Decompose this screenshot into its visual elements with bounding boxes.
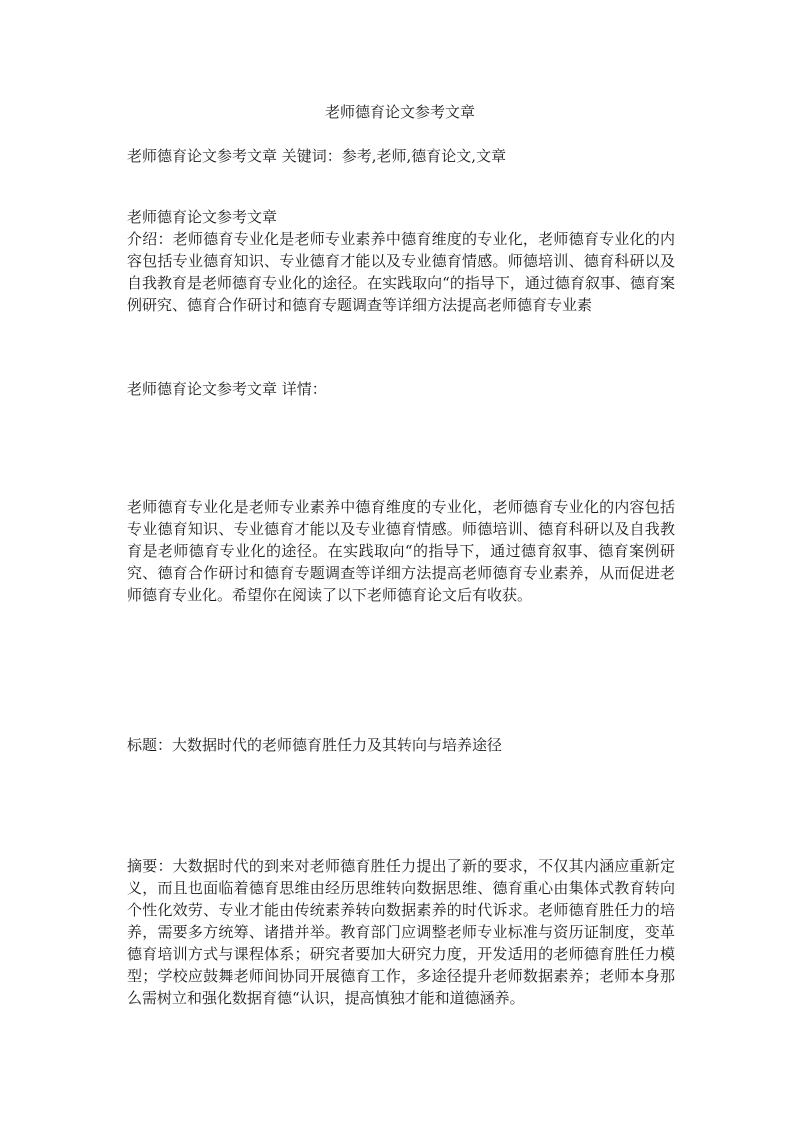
document-title: 老师德育论文参考文章	[324, 103, 475, 121]
intro-title: 老师德育论文参考文章	[127, 208, 278, 226]
article-heading: 标题：大数据时代的老师德育胜任力及其转向与培养途径	[127, 736, 503, 754]
body-paragraph: 老师德育专业化是老师专业素养中德育维度的专业化，老师德育专业化的内容包括专业德育知识、专业德育才能以及专业德育情感。师德培训、德育科研以及自我教育是老师德育专业化的途径。在实践取向“的指导下，通过德育叙事、德育案例研究、德育合作研讨和德育专题调查等详细方法提高老师德育专业素养，从而促进老师德育专业化。希望你在阅读了以下老师德育论文后有收获。	[127, 498, 675, 604]
detail-label: 老师德育论文参考文章 详情：	[127, 380, 327, 398]
abstract-paragraph: 摘要：大数据时代的到来对老师德育胜任力提出了新的要求，不仅其内涵应重新定义，而且也面临着德育思维由经历思维转向数据思维、德育重心由集体式教育转向个性化效劳、专业才能由传统素养转向数据素养的时代诉求。老师德育胜任力的培养，需要多方统筹、诸措并举。教育部门应调整老师专业标准与资历证制度，变革德育培训方式与课程体系；研究者要加大研究力度，开发适用的老师德育胜任力模型；学校应鼓舞老师间协同开展德育工作，多途径提升老师数据素养；老师本身那么需树立和强化数据育德“认识，提高慎独才能和道德涵养。	[127, 857, 675, 1007]
intro-paragraph: 介绍：老师德育专业化是老师专业素养中德育维度的专业化，老师德育专业化的内容包括专业德育知识、专业德育才能以及专业德育情感。师德培训、德育科研以及自我教育是老师德育专业化的途径。在实践取向“的指导下，通过德育叙事、德育案例研究、德育合作研讨和德育专题调查等详细方法提高老师德育专业素	[127, 230, 675, 314]
keywords-line: 老师德育论文参考文章 关键词：参考,老师,德育论文,文章	[127, 147, 507, 165]
